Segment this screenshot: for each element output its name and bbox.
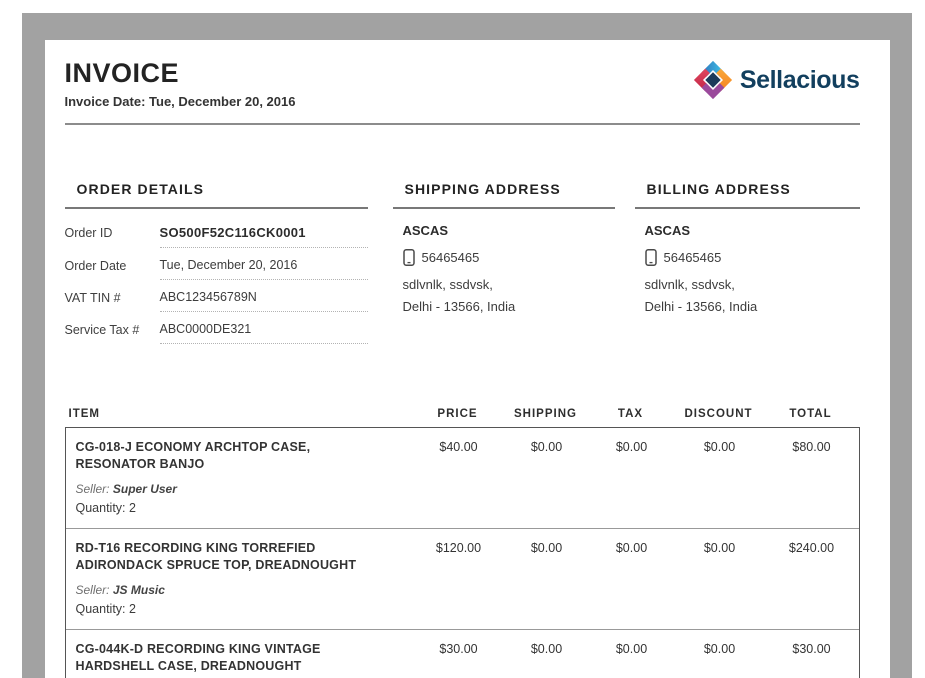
order-date-row (65, 248, 368, 280)
billing-line2: Delhi - 13566, India (644, 299, 758, 314)
phone-icon (403, 249, 415, 266)
order-details-section (65, 181, 368, 344)
item-shipping: $0.00 (530, 440, 563, 454)
item-cell (66, 428, 416, 528)
table-row (66, 630, 859, 678)
document-viewer (22, 13, 912, 678)
billing-address-section (635, 181, 860, 344)
info-columns (65, 181, 860, 344)
shipping-name: ASCAS (402, 223, 449, 238)
item-title: CG-044K-D RECORDING KING VINTAGE HARDSHELL CASE, DREADNOUGHT (75, 642, 321, 673)
header-divider (65, 123, 860, 125)
order-date-value: Tue, December 20, 2016 (160, 258, 368, 280)
order-date-label: Order Date (64, 259, 127, 273)
shipping-phone-row (403, 249, 615, 266)
shipping-address-heading: SHIPPING ADDRESS (393, 181, 615, 209)
item-quantity: Quantity: 2 (75, 602, 136, 616)
seller-label: Seller: (75, 583, 113, 597)
col-header-total: TOTAL (789, 408, 832, 420)
invoice-page (45, 40, 890, 678)
order-id-value: SO500F52C116CK0001 (160, 225, 368, 248)
brand-name: Sellacious (739, 65, 860, 94)
order-id-row (65, 215, 368, 248)
item-total: $30.00 (792, 642, 831, 656)
col-header-item: ITEM (68, 408, 100, 420)
billing-line1: sdlvnlk, ssdvsk, (644, 277, 735, 292)
billing-phone-row (645, 249, 860, 266)
sellacious-logo-icon (693, 60, 733, 100)
item-title: CG-018-J ECONOMY ARCHTOP CASE, RESONATOR BANJO (75, 440, 311, 471)
item-price: $120.00 (435, 541, 482, 555)
seller-name: Super User (112, 482, 177, 496)
item-quantity: Quantity: 2 (75, 501, 136, 515)
invoice-header (65, 58, 860, 109)
billing-address-heading: BILLING ADDRESS (635, 181, 860, 209)
item-tax: $0.00 (615, 642, 648, 656)
shipping-address-section (393, 181, 615, 344)
billing-name: ASCAS (644, 223, 691, 238)
items-table (65, 408, 860, 678)
item-seller (76, 482, 406, 496)
item-discount: $0.00 (703, 541, 736, 555)
col-header-tax: TAX (617, 408, 644, 420)
order-details-rows (65, 215, 368, 344)
seller-label: Seller: (75, 482, 113, 496)
item-total: $80.00 (792, 440, 831, 454)
billing-phone: 56465465 (663, 250, 722, 265)
billing-address-block (635, 223, 860, 318)
order-details-heading: ORDER DETAILS (65, 181, 368, 209)
page-title: INVOICE (64, 58, 180, 88)
col-header-shipping: SHIPPING (514, 408, 577, 420)
item-tax: $0.00 (615, 440, 648, 454)
phone-icon (645, 249, 657, 266)
service-tax-label: Service Tax # (64, 323, 140, 337)
item-tax: $0.00 (615, 541, 648, 555)
shipping-address-block (393, 223, 615, 318)
item-discount: $0.00 (703, 642, 736, 656)
shipping-phone: 56465465 (421, 250, 480, 265)
sellacious-logo (693, 60, 860, 100)
item-seller (76, 583, 406, 597)
service-tax-row (65, 312, 368, 344)
items-table-header (65, 408, 860, 420)
order-id-label: Order ID (64, 226, 113, 240)
item-cell (66, 630, 416, 678)
seller-name: JS Music (112, 583, 165, 597)
item-discount: $0.00 (703, 440, 736, 454)
item-price: $30.00 (439, 642, 478, 656)
col-header-price: PRICE (437, 408, 478, 420)
vat-tin-row (65, 280, 368, 312)
invoice-header-left (65, 58, 296, 109)
invoice-date: Invoice Date: Tue, December 20, 2016 (64, 94, 296, 109)
items-table-body (65, 427, 860, 678)
shipping-line1: sdlvnlk, ssdvsk, (402, 277, 493, 292)
item-shipping: $0.00 (530, 541, 563, 555)
vat-tin-label: VAT TIN # (64, 291, 121, 305)
service-tax-value: ABC0000DE321 (160, 322, 368, 344)
table-row (66, 529, 859, 630)
item-total: $240.00 (788, 541, 835, 555)
table-row (66, 428, 859, 529)
vat-tin-value: ABC123456789N (160, 290, 368, 312)
item-cell (66, 529, 416, 629)
shipping-line2: Delhi - 13566, India (402, 299, 516, 314)
col-header-discount: DISCOUNT (684, 408, 753, 420)
item-shipping: $0.00 (530, 642, 563, 656)
item-price: $40.00 (439, 440, 478, 454)
item-title: RD-T16 RECORDING KING TORREFIED ADIRONDACK SPRUCE TOP, DREADNOUGHT (75, 541, 357, 572)
